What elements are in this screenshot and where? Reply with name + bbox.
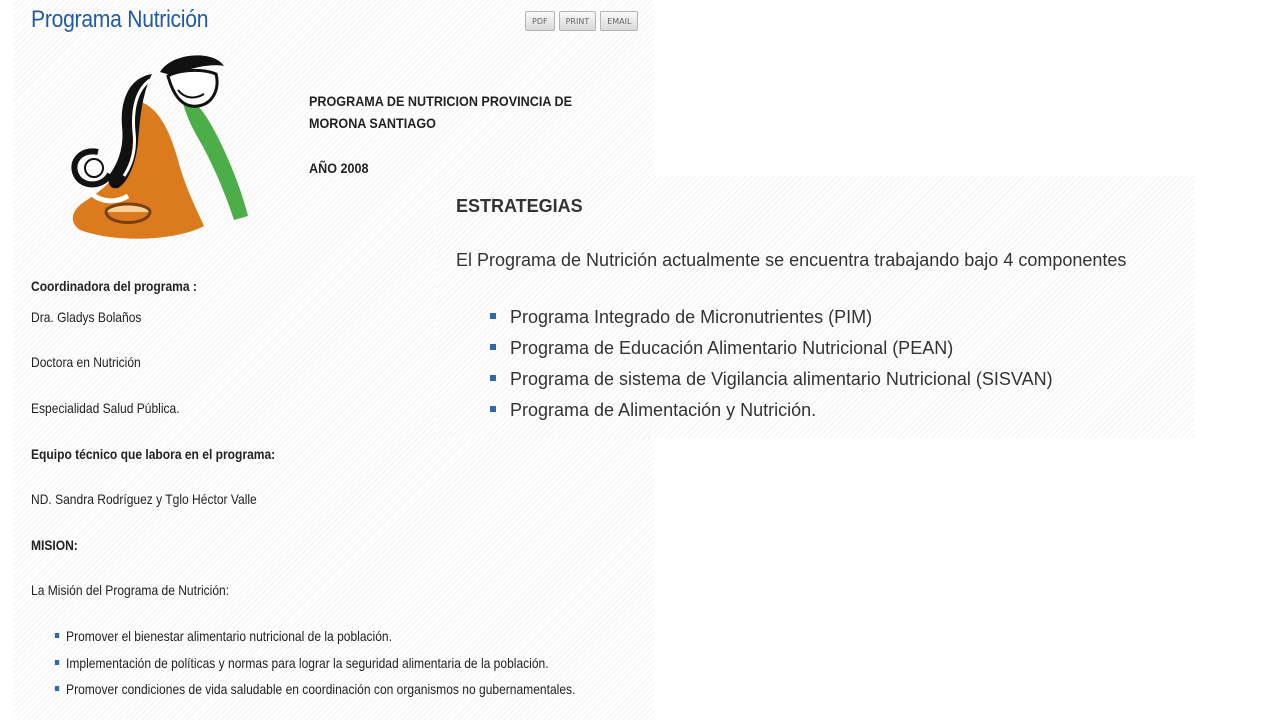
pdf-button[interactable]: PDF [525, 11, 555, 31]
coordinator-heading: Coordinadora del programa : [31, 278, 197, 294]
list-item-label: Programa Integrado de Micronutrientes (PIM) [510, 307, 873, 327]
article-toolbar [525, 11, 638, 31]
print-button[interactable]: PRINT [559, 11, 597, 31]
coordinator-specialty: Especialidad Salud Pública. [31, 400, 180, 416]
list-item-label: Programa de Alimentación y Nutrición. [510, 400, 817, 420]
team-heading: Equipo técnico que labora en el programa: [31, 446, 276, 462]
list-item-label: Promover condiciones de vida saludable en coordinación con organismos no gubernamentales. [66, 681, 576, 697]
team-members: ND. Sandra Rodríguez y Tglo Héctor Valle [31, 491, 257, 507]
strategies-title: ESTRATEGIAS [456, 196, 583, 216]
list-item [488, 398, 1053, 429]
coordinator-degree: Doctora en Nutrición [31, 354, 141, 370]
bullet-square-icon [490, 344, 496, 350]
nutrition-program-logo [28, 40, 292, 250]
bullet-square-icon [490, 375, 496, 381]
bullet-square-icon [55, 633, 59, 638]
list-item [54, 654, 575, 681]
strategies-list [488, 305, 1053, 429]
bullet-square-icon [490, 313, 496, 319]
email-button[interactable]: EMAIL [600, 11, 638, 31]
list-item [488, 336, 1053, 367]
header-year: AÑO 2008 [309, 160, 369, 176]
mission-heading: MISION: [31, 537, 78, 553]
list-item-label: Implementación de políticas y normas para lograr la seguridad alimentaria de la población. [66, 654, 549, 671]
bullet-square-icon [55, 686, 59, 691]
list-item-label: Promover el bienestar alimentario nutricional de la población. [66, 628, 392, 644]
list-item [54, 627, 575, 654]
header-line-2: MORONA SANTIAGO [309, 115, 436, 131]
program-header [309, 90, 572, 179]
list-item-label: Programa de sistema de Vigilancia alimentario Nutricional (SISVAN) [510, 369, 1053, 389]
bullet-square-icon [490, 406, 496, 412]
mission-intro: La Misión del Programa de Nutrición: [31, 582, 230, 598]
page-title: Programa Nutrición [31, 6, 209, 33]
list-item [488, 367, 1053, 398]
header-line-1: PROGRAMA DE NUTRICION PROVINCIA DE [309, 93, 572, 109]
bullet-square-icon [55, 660, 59, 665]
list-item-label: Programa de Educación Alimentario Nutricional (PEAN) [510, 338, 954, 358]
coordinator-name: Dra. Gladys Bolaños [31, 309, 142, 325]
list-item [54, 680, 575, 707]
strategies-intro: El Programa de Nutrición actualmente se encuentra trabajando bajo 4 componentes [456, 250, 1127, 270]
mission-list [54, 627, 660, 707]
list-item [488, 305, 1053, 336]
